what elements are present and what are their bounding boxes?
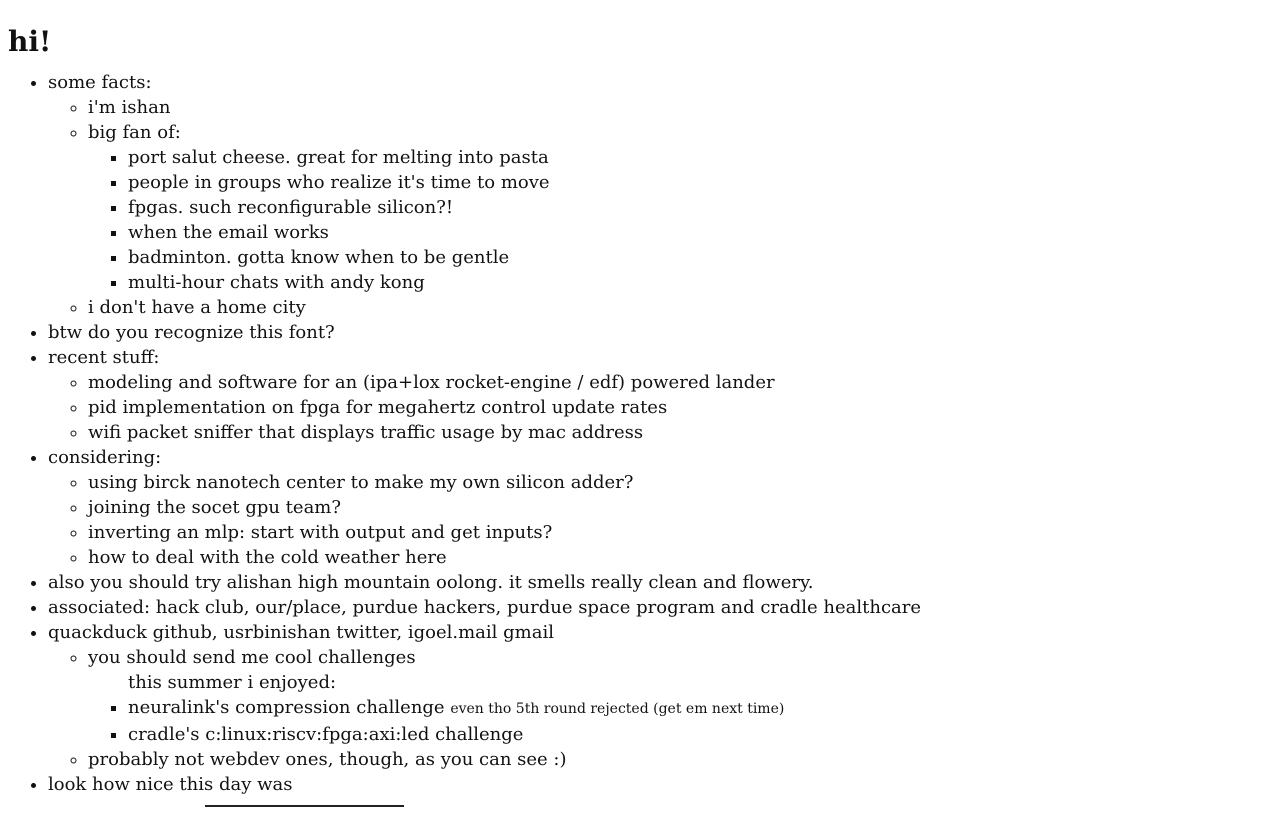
page-content xyxy=(0,21,1280,797)
fan-of-label: big fan of: xyxy=(88,122,181,143)
contact-text: quackduck github, usrbinishan twitter, igoel.mail gmail xyxy=(48,622,554,643)
list-item-contact xyxy=(48,620,1272,772)
challenges-label: you should send me cool challenges xyxy=(88,647,416,668)
list-item: ◦ i don't have a home city xyxy=(88,295,1272,320)
challenge-note: even tho 5th round rejected (get em next time) xyxy=(450,701,785,717)
list-item: ▪ badminton. gotta know when to be gentle xyxy=(128,245,1272,270)
list-item-font-question: • btw do you recognize this font? xyxy=(48,320,1272,345)
list-item: ▪ multi-hour chats with andy kong xyxy=(128,270,1272,295)
list-item: ◦ modeling and software for an (ipa+lox rocket-engine / edf) powered lander xyxy=(88,370,1272,395)
list-item-tea: • also you should try alishan high mountain oolong. it smells really clean and flowery. xyxy=(48,570,1272,595)
page-title: hi! xyxy=(8,25,52,58)
list-item-fan-of xyxy=(88,120,1272,295)
list-item: ◦ using birck nanotech center to make my own silicon adder? xyxy=(88,470,1272,495)
considering-sublist xyxy=(48,470,1272,570)
list-item-associated: • associated: hack club, our/place, purdue hackers, purdue space program and cradle healthcare xyxy=(48,595,1272,620)
list-item: ▪ people in groups who realize it's time to move xyxy=(128,170,1272,195)
list-item-recent xyxy=(48,345,1272,445)
main-list xyxy=(8,70,1272,797)
image-top-edge xyxy=(205,805,404,807)
list-item-look-nice: • look how nice this day was xyxy=(48,772,1272,797)
facts-label: some facts: xyxy=(48,72,152,93)
list-item xyxy=(128,722,1272,747)
facts-sublist xyxy=(48,95,1272,320)
summer-label: this summer i enjoyed: xyxy=(128,672,337,693)
recent-label: recent stuff: xyxy=(48,347,160,368)
summer-list xyxy=(88,670,1272,747)
list-item-considering xyxy=(48,445,1272,570)
list-item: ◦ i'm ishan xyxy=(88,95,1272,120)
list-item: ◦ inverting an mlp: start with output and get inputs? xyxy=(88,520,1272,545)
list-item: ▪ fpgas. such reconfigurable silicon?! xyxy=(128,195,1272,220)
fan-of-list xyxy=(88,145,1272,295)
list-item: ▪ port salut cheese. great for melting into pasta xyxy=(128,145,1272,170)
list-item xyxy=(128,695,1272,722)
list-item: ◦ pid implementation on fpga for megahertz control update rates xyxy=(88,395,1272,420)
recent-sublist xyxy=(48,370,1272,445)
list-item: ▪ when the email works xyxy=(128,220,1272,245)
list-item-facts xyxy=(48,70,1272,320)
list-item: ◦ wifi packet sniffer that displays traffic usage by mac address xyxy=(88,420,1272,445)
contact-sublist xyxy=(48,645,1272,772)
challenge-text: cradle's c:linux:riscv:fpga:axi:led challenge xyxy=(128,724,524,745)
challenge-text: neuralink's compression challenge xyxy=(128,697,445,718)
considering-label: considering: xyxy=(48,447,162,468)
list-item: ◦ how to deal with the cold weather here xyxy=(88,545,1272,570)
list-item-challenges xyxy=(88,645,1272,747)
list-item: ◦ probably not webdev ones, though, as you can see :) xyxy=(88,747,1272,772)
list-item: ◦ joining the socet gpu team? xyxy=(88,495,1272,520)
